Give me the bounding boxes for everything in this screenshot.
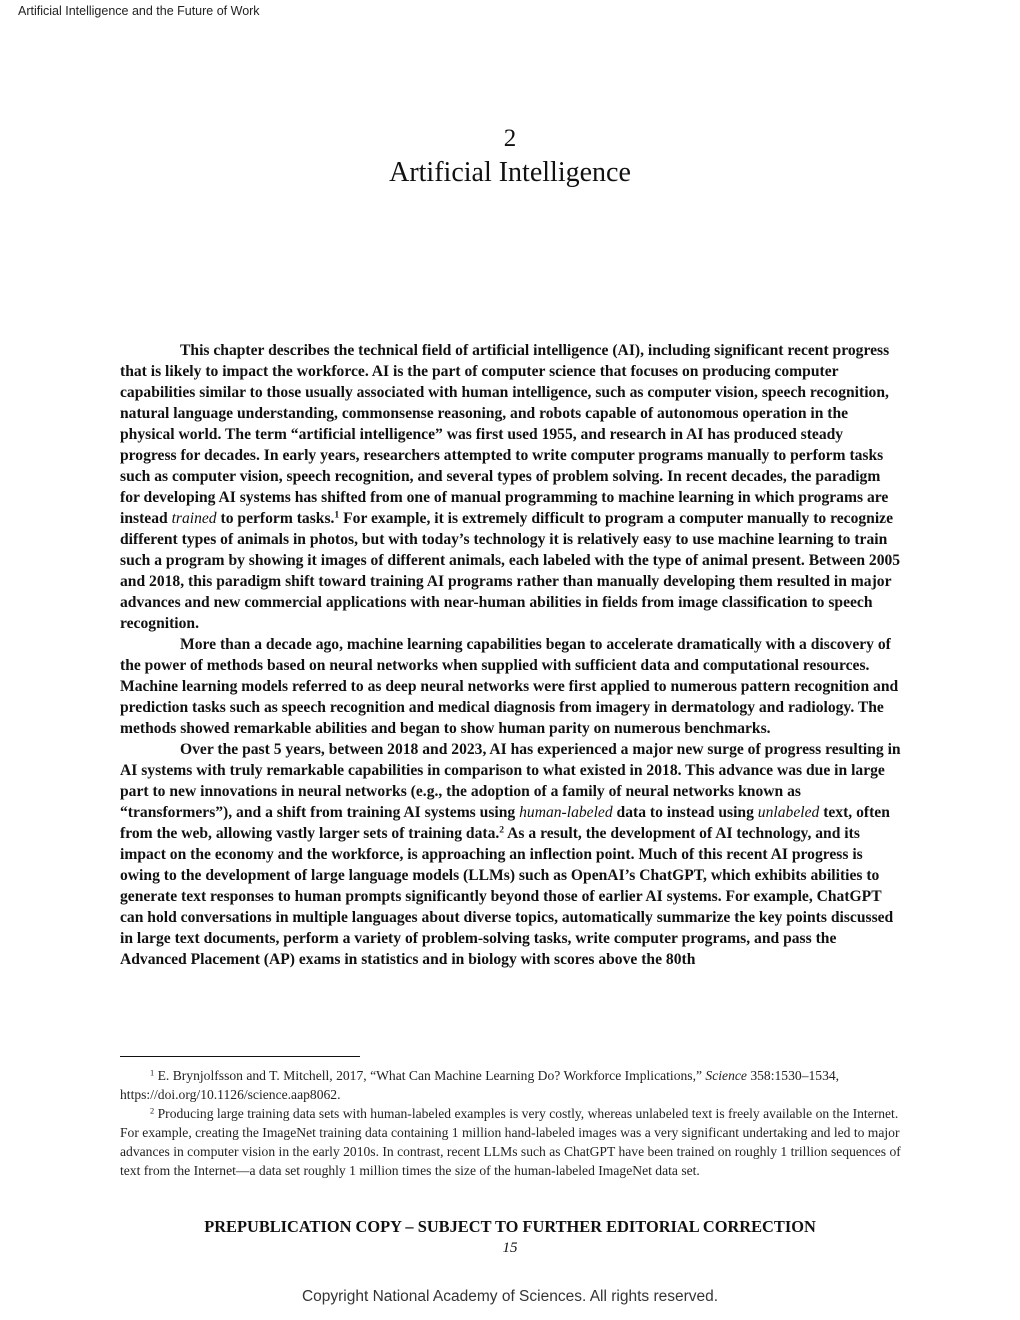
p1-text-a: This chapter describes the technical field of artificial intelligence (AI), including significant recent progress that is likely to impact the workforce. AI is the part of computer science that focuses on producing computer capabilities similar to those usually associated with human intelligence, such as computer vision, speech recognition, natural language understanding, commonsense reasoning, and robots capable of autonomous operation in the physical world. The term “artificial intelligence” was first used 1955, and research in AI has produced steady progress for decades. In early years, researchers attempted to write computer programs manually to perform tasks such as computer vision, speech recognition, and several types of problem solving. In recent decades, the paradigm for developing AI systems has shifted from one of manual programming to machine learning in which programs are instead (120, 342, 890, 527)
prepublication-notice: PREPUBLICATION COPY – SUBJECT TO FURTHER EDITORIAL CORRECTION (204, 1217, 816, 1236)
footnote-ref-1[interactable]: 1 (334, 509, 340, 521)
footnote-2-text: Producing large training data sets with human-labeled examples is very costly, whereas unlabeled text is freely available on the Internet. For example, creating the ImageNet training data containing 1 million hand-labeled images was a very significant undertaking and led to major advances in computer vision in the early 2010s. In contrast, recent LLMs such as ChatGPT have been trained on roughly 1 trillion sequences of text from the Internet—a data set roughly 1 million times the size of the human-labeled ImageNet data set. (120, 1106, 901, 1178)
footnote-1-marker: 1 (150, 1067, 155, 1078)
footnotes (120, 1066, 902, 1180)
footnote-1-text-a: E. Brynjolfsson and T. Mitchell, 2017, “What Can Machine Learning Do? Workforce Implications,” (154, 1068, 706, 1083)
footnote-2 (120, 1104, 902, 1180)
chapter-title: Artificial Intelligence (389, 157, 631, 188)
paragraph-1 (120, 340, 902, 634)
footnote-1-journal: Science (705, 1068, 747, 1083)
running-header: Artificial Intelligence and the Future of Work (18, 4, 260, 18)
p3-emphasis-unlabeled: unlabeled (757, 804, 820, 821)
chapter-number: 2 (503, 125, 517, 152)
page-number: 15 (502, 1240, 518, 1256)
footnote-2-marker: 2 (150, 1105, 155, 1116)
footnote-1 (120, 1066, 902, 1104)
p3-text-a: Over the past 5 years, between 2018 and 2023, AI has experienced a major new surge of progress resulting in AI systems with truly remarkable capabilities in comparison to what existed in 2018. This advance was due in large part to new innovations in neural networks (e.g., the adoption of a family of neural networks known as “transformers”), and a shift from training AI systems using (120, 741, 901, 821)
paragraph-3 (120, 739, 902, 970)
footnote-ref-2[interactable]: 2 (499, 824, 505, 836)
p3-emphasis-human-labeled: human-labeled (519, 804, 613, 821)
p1-text-c: For example, it is extremely difficult to program a computer manually to recognize different types of animals in photos, but with today’s technology it is relatively easy to use machine learning to train such a program by showing it images of different animals, each labeled with the type of animal present. Between 2005 and 2018, this paradigm shift toward training AI programs rather than manually developing them resulted in major advances and new commercial applications with near-human abilities in fields from image classification to speech recognition. (120, 510, 901, 632)
p3-text-d: As a result, the development of AI technology, and its impact on the economy and the workforce, is approaching an inflection point. Much of this recent AI progress is owing to the development of large language models (LLMs) such as OpenAI’s ChatGPT, which exhibits abilities to generate text responses to human prompts significantly beyond those of earlier AI systems. For example, ChatGPT can hold conversations in multiple languages about diverse topics, automatically summarize the key points discussed in large text documents, perform a variety of problem-solving tasks, write computer programs, and pass the Advanced Placement (AP) exams in statistics and in biology with scores above the 80th (120, 825, 894, 968)
copyright-notice: Copyright National Academy of Sciences. All rights reserved. (301, 1288, 719, 1305)
paragraph-2: More than a decade ago, machine learning capabilities began to accelerate dramatically with a discovery of the power of methods based on neural networks when supplied with sufficient data and computational resources. Machine learning models referred to as deep neural networks were first applied to numerous pattern recognition and prediction tasks such as speech recognition and medical diagnosis from imagery in dermatology and radiology. The methods showed remarkable abilities and began to show human parity on numerous benchmarks. (120, 636, 899, 737)
footnote-divider (120, 1056, 360, 1057)
p1-text-b: to perform tasks. (216, 510, 335, 527)
p3-text-c: text, often from the web, allowing vastly larger sets of training data. (120, 804, 890, 842)
p1-emphasis-trained: trained (171, 510, 217, 527)
p3-text-b: data to instead using (612, 804, 758, 821)
chapter-body (120, 340, 902, 970)
footnote-1-text-b: 358:1530–1534, https://doi.org/10.1126/science.aap8062. (120, 1068, 840, 1102)
